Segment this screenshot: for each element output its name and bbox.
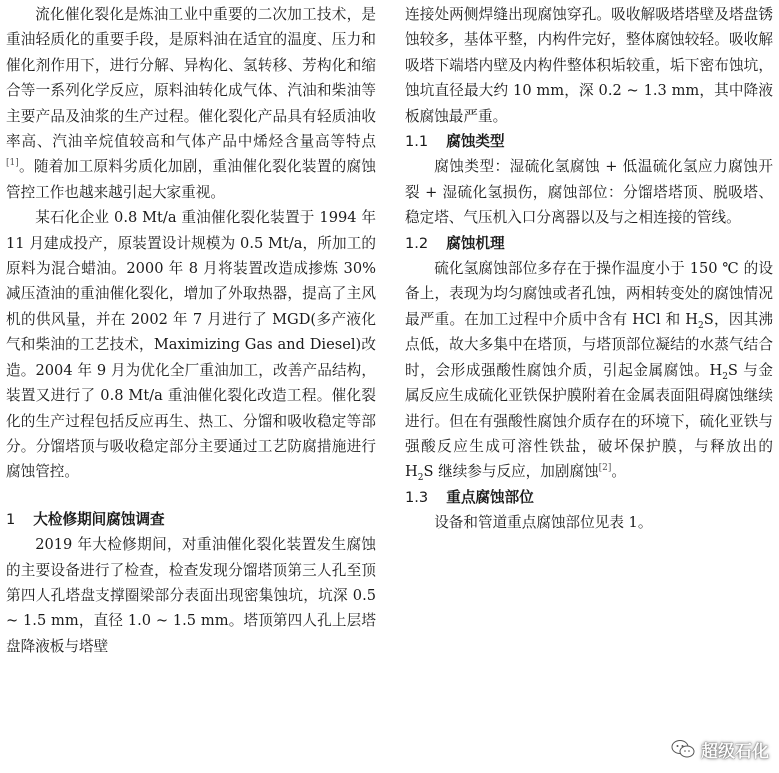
subscript-2: 2	[697, 320, 704, 331]
unit-history-paragraph: 某石化企业 0.8 Mt/a 重油催化裂化装置于 1994 年 11 月建成投产，原装置设计规模为 0.5 Mt/a，所加工的原料为混合蜡油。2000 年 8 月将装置改造成掺炼 30% 减压渣油的重油催化裂化，增加了外取热器，提高了主风机的供风量，并在 2002 年 7 月进行了 MGD(多产液化气和柴油的工艺技术，Maximizing Gas and Diesel)改造。2004 年 9 月为优化全厂重油加工，改善产品结构，装置又进行了 0.8 Mt/a 重油催化裂化改造工程。催化裂化的生产过程包括反应再生、热工、分馏和吸收稳定等部分。分馏塔顶与吸收稳定部分主要通过工艺防腐措施进行腐蚀管控。	[6, 209, 376, 481]
section-number: 1.2	[405, 234, 429, 252]
wechat-icon	[671, 739, 695, 767]
inspection-paragraph-continued: 连接处两侧焊缝出现腐蚀穿孔。吸收解吸塔塔壁及塔盘锈蚀较多，基体平整，内构件完好，整体腐蚀较轻。吸收解吸塔下端塔内壁及内构件整体积垢较重，垢下密布蚀坑，蚀坑直径最大约 10 mm，深 0.2 ~ 1.3 mm，其中降液板腐蚀最严重。	[405, 6, 773, 125]
mechanism-text-2: S，因其沸点低，故大多集中在塔顶，与塔顶部位凝结的水蒸气结合时，会形成强酸性腐蚀介质，引起金属腐蚀。H	[405, 310, 773, 379]
corrosion-type-paragraph: 腐蚀类型：湿硫化氢腐蚀 + 低温硫化氢应力腐蚀开裂 + 湿硫化氢损伤，腐蚀部位：分馏塔塔顶、脱吸塔、稳定塔、气压机入口分离器以及与之相连接的管线。	[405, 158, 773, 227]
mechanism-text-3: S 与金属反应生成硫化亚铁保护膜附着在金属表面阻碍腐蚀继续进行。但在有强酸性腐蚀介质存在的环境下，硫化亚铁与强酸反应生成可溶性铁盐，破坏保护膜，与释放出的 H	[405, 361, 774, 481]
mechanism-text-end: 。	[611, 463, 626, 481]
key-parts-paragraph: 设备和管道重点腐蚀部位见表 1。	[434, 514, 653, 532]
section-title: 重点腐蚀部位	[446, 488, 534, 506]
section-title: 大检修期间腐蚀调查	[33, 510, 165, 528]
mechanism-text-4: S 继续参与反应，加剧腐蚀	[423, 463, 599, 481]
left-column	[6, 2, 376, 659]
intro-text: 流化催化裂化是炼油工业中重要的二次加工技术，是重油轻质化的重要手段，是原料油在适宜的温度、压力和催化剂作用下，进行分解、异构化、氢转移、芳构化和缩合等一系列化学反应，原料油转化成气体、汽油和柴油等主要产品及油浆的生产过程。催化裂化产品具有轻质油收率高、汽油辛烷值较高和气体产品中烯烃含量高等特点	[6, 6, 376, 151]
intro-text-end: 。随着加工原料劣质化加剧，重油催化裂化装置的腐蚀管控工作也越来越引起大家重视。	[6, 158, 376, 201]
citation-1[interactable]: [1]	[6, 158, 19, 169]
right-column	[405, 2, 773, 536]
intro-paragraph	[6, 2, 376, 205]
watermark-text: 超级石化	[701, 742, 769, 763]
subscript-2: 2	[722, 371, 728, 382]
section-1-3-heading	[405, 485, 773, 510]
mechanism-paragraph	[405, 256, 773, 485]
subscript-2: 2	[417, 473, 424, 484]
inspection-paragraph: 2019 年大检修期间，对重油催化裂化装置发生腐蚀的主要设备进行了检查，检查发现分馏塔顶第三人孔至顶第四人孔塔盘支撑圈梁部分表面出现密集蚀坑，坑深 0.5 ~ 1.5 mm，直径 1.0 ~ 1.5 mm。塔顶第四人孔上层塔盘降液板与塔壁	[6, 536, 376, 655]
mechanism-text-1: 硫化氢腐蚀部位多存在于操作温度小于 150 ℃ 的设备上，表现为均匀腐蚀或者孔蚀，两相转变处的腐蚀情况最严重。在加工过程中介质中含有 HCl 和 H	[405, 260, 773, 328]
section-1-1-heading	[405, 129, 773, 154]
section-number: 1.1	[405, 133, 429, 151]
section-title: 腐蚀机理	[446, 234, 505, 252]
section-title: 腐蚀类型	[446, 133, 505, 151]
section-number: 1	[6, 510, 16, 528]
section-number: 1.3	[405, 488, 429, 506]
watermark	[671, 739, 769, 767]
citation-2[interactable]: [2]	[598, 463, 612, 474]
section-1-2-heading	[405, 231, 773, 256]
section-1-heading	[6, 507, 376, 532]
